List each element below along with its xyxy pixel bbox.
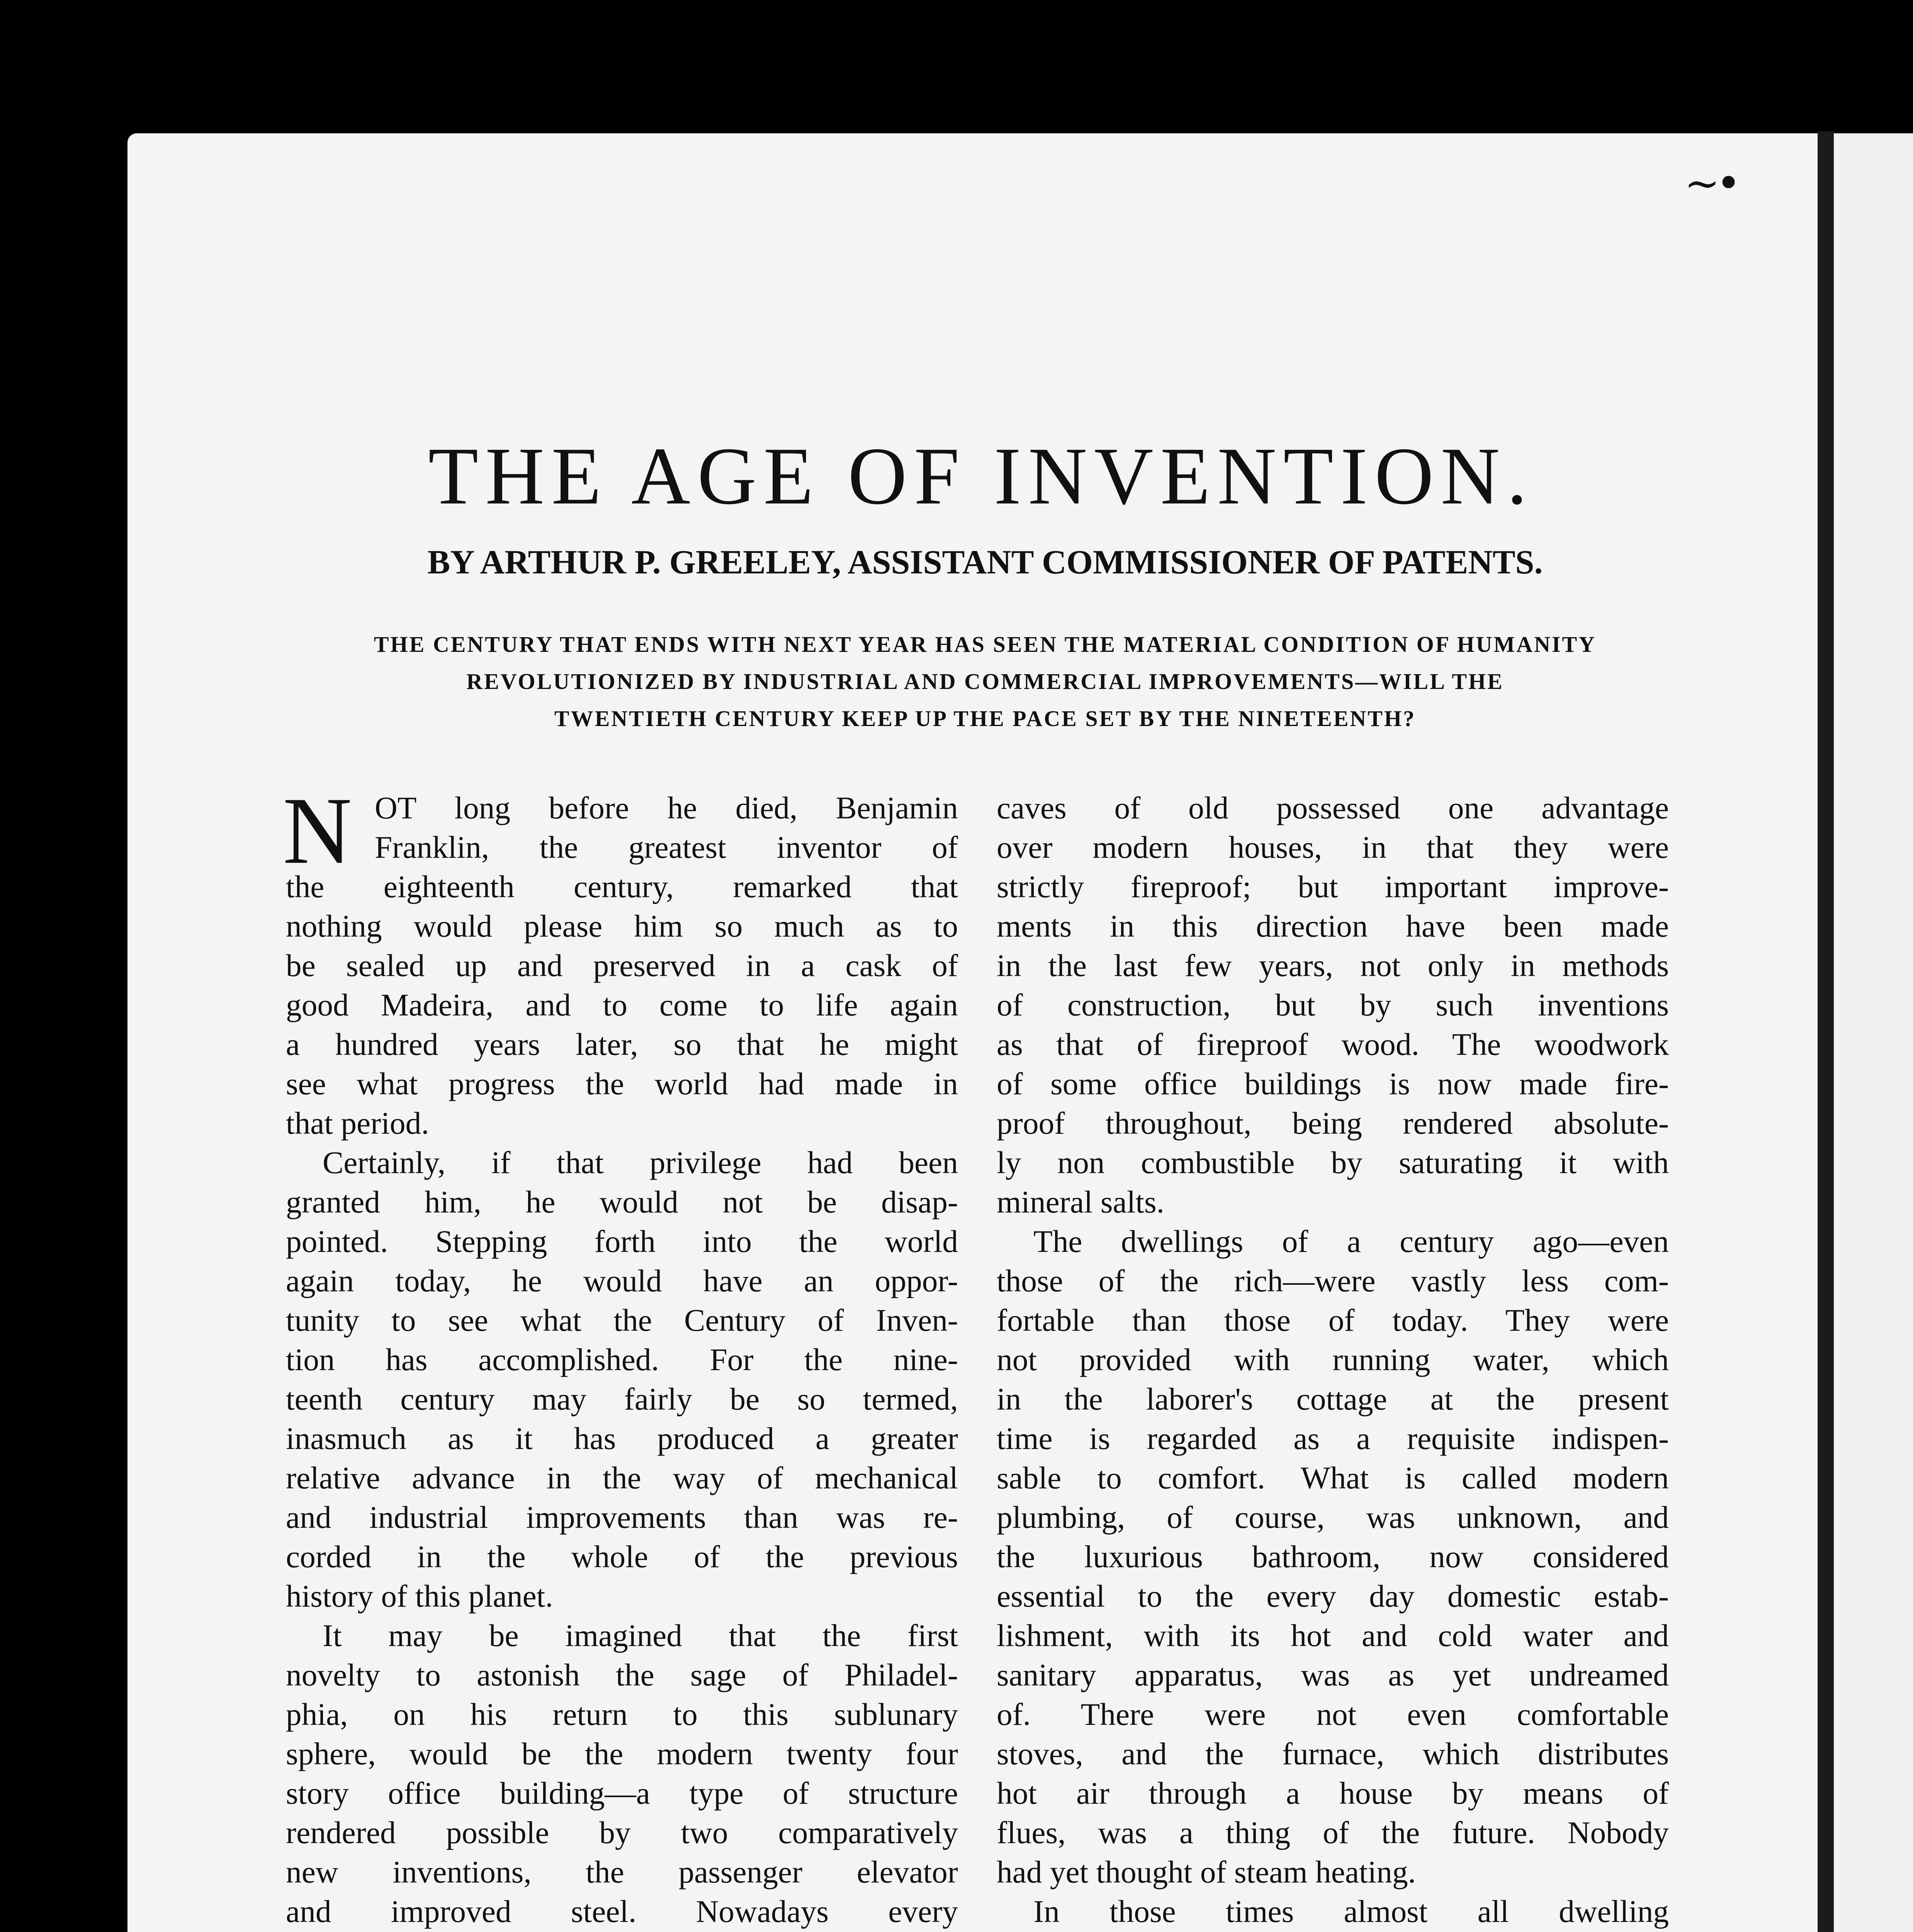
page-gutter <box>1818 131 1834 1932</box>
text-line: those of the rich—were vastly less com- <box>997 1263 1669 1298</box>
text-line: granted him, he would not be disap- <box>286 1184 958 1219</box>
text-line: sable to comfort. What is called modern <box>997 1460 1669 1495</box>
text-line: Certainly, if that privilege had been <box>323 1145 958 1180</box>
text-line: caves of old possessed one advantage <box>997 790 1669 825</box>
text-line: and industrial improvements than was re- <box>286 1500 958 1535</box>
text-line: tunity to see what the Century of Inven- <box>286 1303 958 1338</box>
drop-cap: N <box>283 777 352 884</box>
text-line: ly non combustible by saturating it with <box>997 1145 1669 1180</box>
text-line: Franklin, the greatest inventor of <box>375 830 958 865</box>
text-line: lishment, with its hot and cold water and <box>997 1618 1669 1653</box>
text-line: tion has accomplished. For the nine- <box>286 1342 958 1377</box>
text-line: and improved steel. Nowadays every <box>286 1894 958 1929</box>
right-column <box>997 788 1669 1932</box>
text-line: time is regarded as a requisite indispen- <box>997 1421 1669 1456</box>
text-line: relative advance in the way of mechanical <box>286 1460 958 1495</box>
text-line: see what progress the world had made in <box>286 1066 958 1101</box>
text-line: history of this planet. <box>286 1578 553 1614</box>
text-line: be sealed up and preserved in a cask of <box>286 948 958 983</box>
text-line: again today, he would have an oppor- <box>286 1263 958 1298</box>
text-line: in the last few years, not only in methods <box>997 948 1669 983</box>
text-line: rendered possible by two comparatively <box>286 1815 958 1850</box>
article-title: THE AGE OF INVENTION. <box>428 430 1534 521</box>
text-line: It may be imagined that the first <box>323 1618 958 1653</box>
deck-line: THE CENTURY THAT ENDS WITH NEXT YEAR HAS SEEN THE MATERIAL CONDITION OF HUMANITY <box>374 632 1597 657</box>
text-line: plumbing, of course, was unknown, and <box>997 1500 1669 1535</box>
text-line: pointed. Stepping forth into the world <box>286 1224 958 1259</box>
text-line: strictly fireproof; but important improve- <box>997 869 1669 904</box>
text-line: new inventions, the passenger elevator <box>286 1854 958 1889</box>
text-line: good Madeira, and to come to life again <box>286 987 958 1022</box>
deck-line: REVOLUTIONIZED BY INDUSTRIAL AND COMMERCIAL IMPROVEMENTS—WILL THE <box>466 669 1504 694</box>
text-line: sphere, would be the modern twenty four <box>286 1736 958 1771</box>
text-line: that period. <box>286 1105 429 1141</box>
text-line: essential to the every day domestic estab- <box>997 1578 1669 1614</box>
text-line: stoves, and the furnace, which distributes <box>997 1736 1669 1771</box>
text-line: a hundred years later, so that he might <box>286 1027 958 1062</box>
text-line: mineral salts. <box>997 1184 1164 1219</box>
text-line: in the laborer's cottage at the present <box>997 1381 1669 1417</box>
left-column <box>283 777 958 1932</box>
text-line: phia, on his return to this sublunary <box>286 1697 958 1732</box>
text-line: as that of fireproof wood. The woodwork <box>997 1027 1669 1062</box>
corner-ink-mark: ~• <box>1684 158 1738 208</box>
text-line: of. There were not even comfortable <box>997 1697 1669 1732</box>
text-line: over modern houses, in that they were <box>997 830 1669 865</box>
text-line: had yet thought of steam heating. <box>997 1854 1416 1889</box>
text-line: flues, was a thing of the future. Nobody <box>997 1815 1669 1850</box>
text-line: inasmuch as it has produced a greater <box>286 1421 958 1456</box>
article-byline: BY ARTHUR P. GREELEY, ASSISTANT COMMISSIONER OF PATENTS. <box>427 544 1543 581</box>
text-line: story office building—a type of structure <box>286 1776 958 1811</box>
text-line: proof throughout, being rendered absolute- <box>997 1105 1669 1141</box>
text-line: not provided with running water, which <box>997 1342 1669 1377</box>
text-line: OT long before he died, Benjamin <box>375 790 958 825</box>
text-line: teenth century may fairly be so termed, <box>286 1381 958 1417</box>
text-line: the luxurious bathroom, now considered <box>997 1539 1669 1574</box>
text-line: The dwellings of a century ago—even <box>1033 1224 1669 1259</box>
text-line: the eighteenth century, remarked that <box>286 869 958 904</box>
text-line: sanitary apparatus, was as yet undreamed <box>997 1657 1669 1692</box>
text-line: In those times almost all dwelling <box>1033 1894 1669 1929</box>
text-line: hot air through a house by means of <box>997 1776 1669 1811</box>
text-line: of construction, but by such inventions <box>997 987 1669 1022</box>
facing-page-edge <box>1840 133 1913 1932</box>
text-line: of some office buildings is now made fire- <box>997 1066 1669 1101</box>
text-line: nothing would please him so much as to <box>286 908 958 944</box>
article-deck <box>286 626 1684 737</box>
text-line: ments in this direction have been made <box>997 908 1669 944</box>
text-line: novelty to astonish the sage of Philadel- <box>286 1657 958 1692</box>
text-line: corded in the whole of the previous <box>286 1539 958 1574</box>
text-line: fortable than those of today. They were <box>997 1303 1669 1338</box>
deck-line: TWENTIETH CENTURY KEEP UP THE PACE SET BY THE NINETEENTH? <box>554 706 1416 731</box>
